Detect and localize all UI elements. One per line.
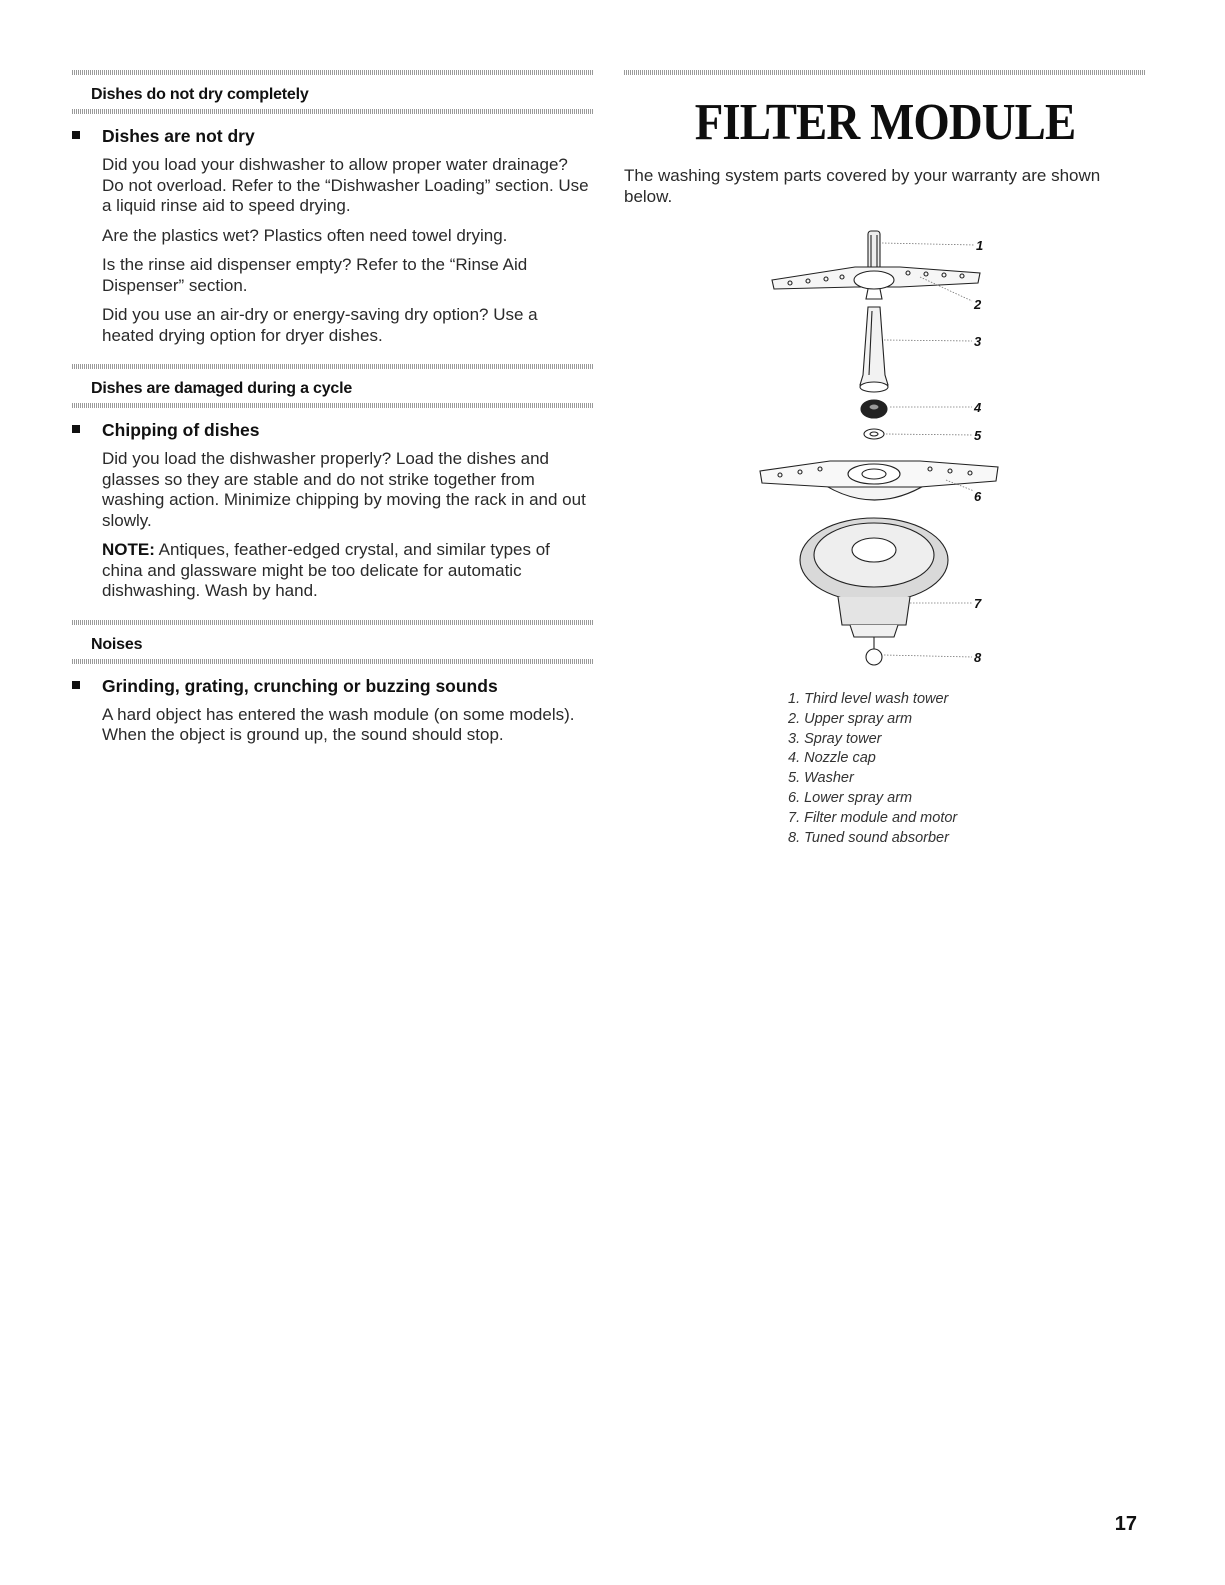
legend-item: 2. Upper spray arm bbox=[788, 710, 913, 727]
bullet-label: Chipping of dishes bbox=[102, 420, 260, 440]
bullet-label: Grinding, grating, crunching or buzzing sounds bbox=[102, 675, 498, 696]
bullet-square-icon bbox=[72, 425, 80, 433]
bullet-label: Dishes are not dry bbox=[102, 126, 255, 146]
bullet-square-icon bbox=[72, 131, 80, 139]
paragraph: Is the rinse aid dispenser empty? Refer to the “Rinse Aid Dispenser” section. bbox=[102, 255, 528, 295]
section-heading-damaged: Dishes are damaged during a cycle bbox=[91, 380, 353, 397]
lower-spray-arm-part bbox=[760, 461, 998, 500]
callout-1: 1 bbox=[976, 238, 984, 253]
section-heading-dry: Dishes do not dry completely bbox=[91, 86, 309, 103]
callout-7: 7 bbox=[974, 596, 982, 611]
callout-5: 5 bbox=[974, 428, 982, 443]
upper-spray-arm-part bbox=[772, 267, 980, 299]
section-rule bbox=[624, 70, 1146, 75]
note-label: NOTE: bbox=[102, 540, 155, 559]
note-text: Antiques, feather-edged crystal, and similar types of china and glassware might be too delicate for automatic dishwashing. Wash by hand. bbox=[102, 540, 550, 600]
legend-item: 7. Filter module and motor bbox=[788, 809, 958, 826]
paragraph: A hard object has entered the wash module (on some models). When the object is ground up, the sound should stop. bbox=[102, 704, 575, 744]
section-rule bbox=[72, 109, 594, 114]
filter-module-part bbox=[800, 518, 948, 637]
paragraph: Are the plastics wet? Plastics often need towel drying. bbox=[102, 225, 508, 245]
bullet-dishes-not-dry bbox=[72, 126, 594, 147]
section-rule bbox=[72, 659, 594, 664]
page-title: FILTER MODULE bbox=[694, 94, 1076, 151]
filter-module-column bbox=[624, 70, 1146, 207]
callout-6: 6 bbox=[974, 489, 982, 504]
legend-item: 4. Nozzle cap bbox=[788, 750, 876, 767]
legend-item: 6. Lower spray arm bbox=[788, 789, 913, 806]
callout-8: 8 bbox=[974, 650, 982, 665]
troubleshooting-column bbox=[72, 70, 594, 755]
callout-4: 4 bbox=[974, 400, 982, 415]
sound-absorber-part bbox=[866, 637, 882, 665]
section-heading-noises: Noises bbox=[91, 635, 143, 653]
note-paragraph bbox=[102, 540, 594, 602]
paragraph: Did you load your dishwasher to allow proper water drainage? Do not overload. Refer to the “Dishwasher Loading” section. Use a liquid rinse aid to speed drying. bbox=[102, 155, 589, 215]
section-rule bbox=[72, 403, 594, 408]
callout-3: 3 bbox=[974, 334, 982, 349]
bullet-grinding bbox=[72, 676, 594, 697]
intro-paragraph: The washing system parts covered by your warranty are shown below. bbox=[624, 166, 1101, 206]
paragraph: Did you use an air-dry or energy-saving dry option? Use a heated drying option for dryer dishes. bbox=[102, 305, 538, 345]
wash-tower-part bbox=[868, 231, 880, 271]
legend-item: 3. Spray tower bbox=[788, 730, 882, 747]
legend-item: 1. Third level wash tower bbox=[788, 691, 949, 707]
washer-part bbox=[864, 429, 884, 439]
legend-item: 8. Tuned sound absorber bbox=[788, 829, 949, 846]
filter-module-exploded-diagram bbox=[750, 225, 1010, 675]
bullet-chipping bbox=[72, 420, 594, 441]
page-number: 17 bbox=[1114, 1513, 1137, 1535]
callout-2: 2 bbox=[974, 297, 982, 312]
legend-item: 5. Washer bbox=[788, 770, 854, 787]
bullet-square-icon bbox=[72, 681, 80, 689]
parts-legend bbox=[788, 690, 957, 848]
nozzle-cap-part bbox=[861, 400, 887, 418]
spray-tower-part bbox=[860, 307, 888, 392]
paragraph: Did you load the dishwasher properly? Load the dishes and glasses so they are stable and do not strike together from washing action. Minimize chipping by moving the rack in and out slowly. bbox=[102, 449, 586, 530]
